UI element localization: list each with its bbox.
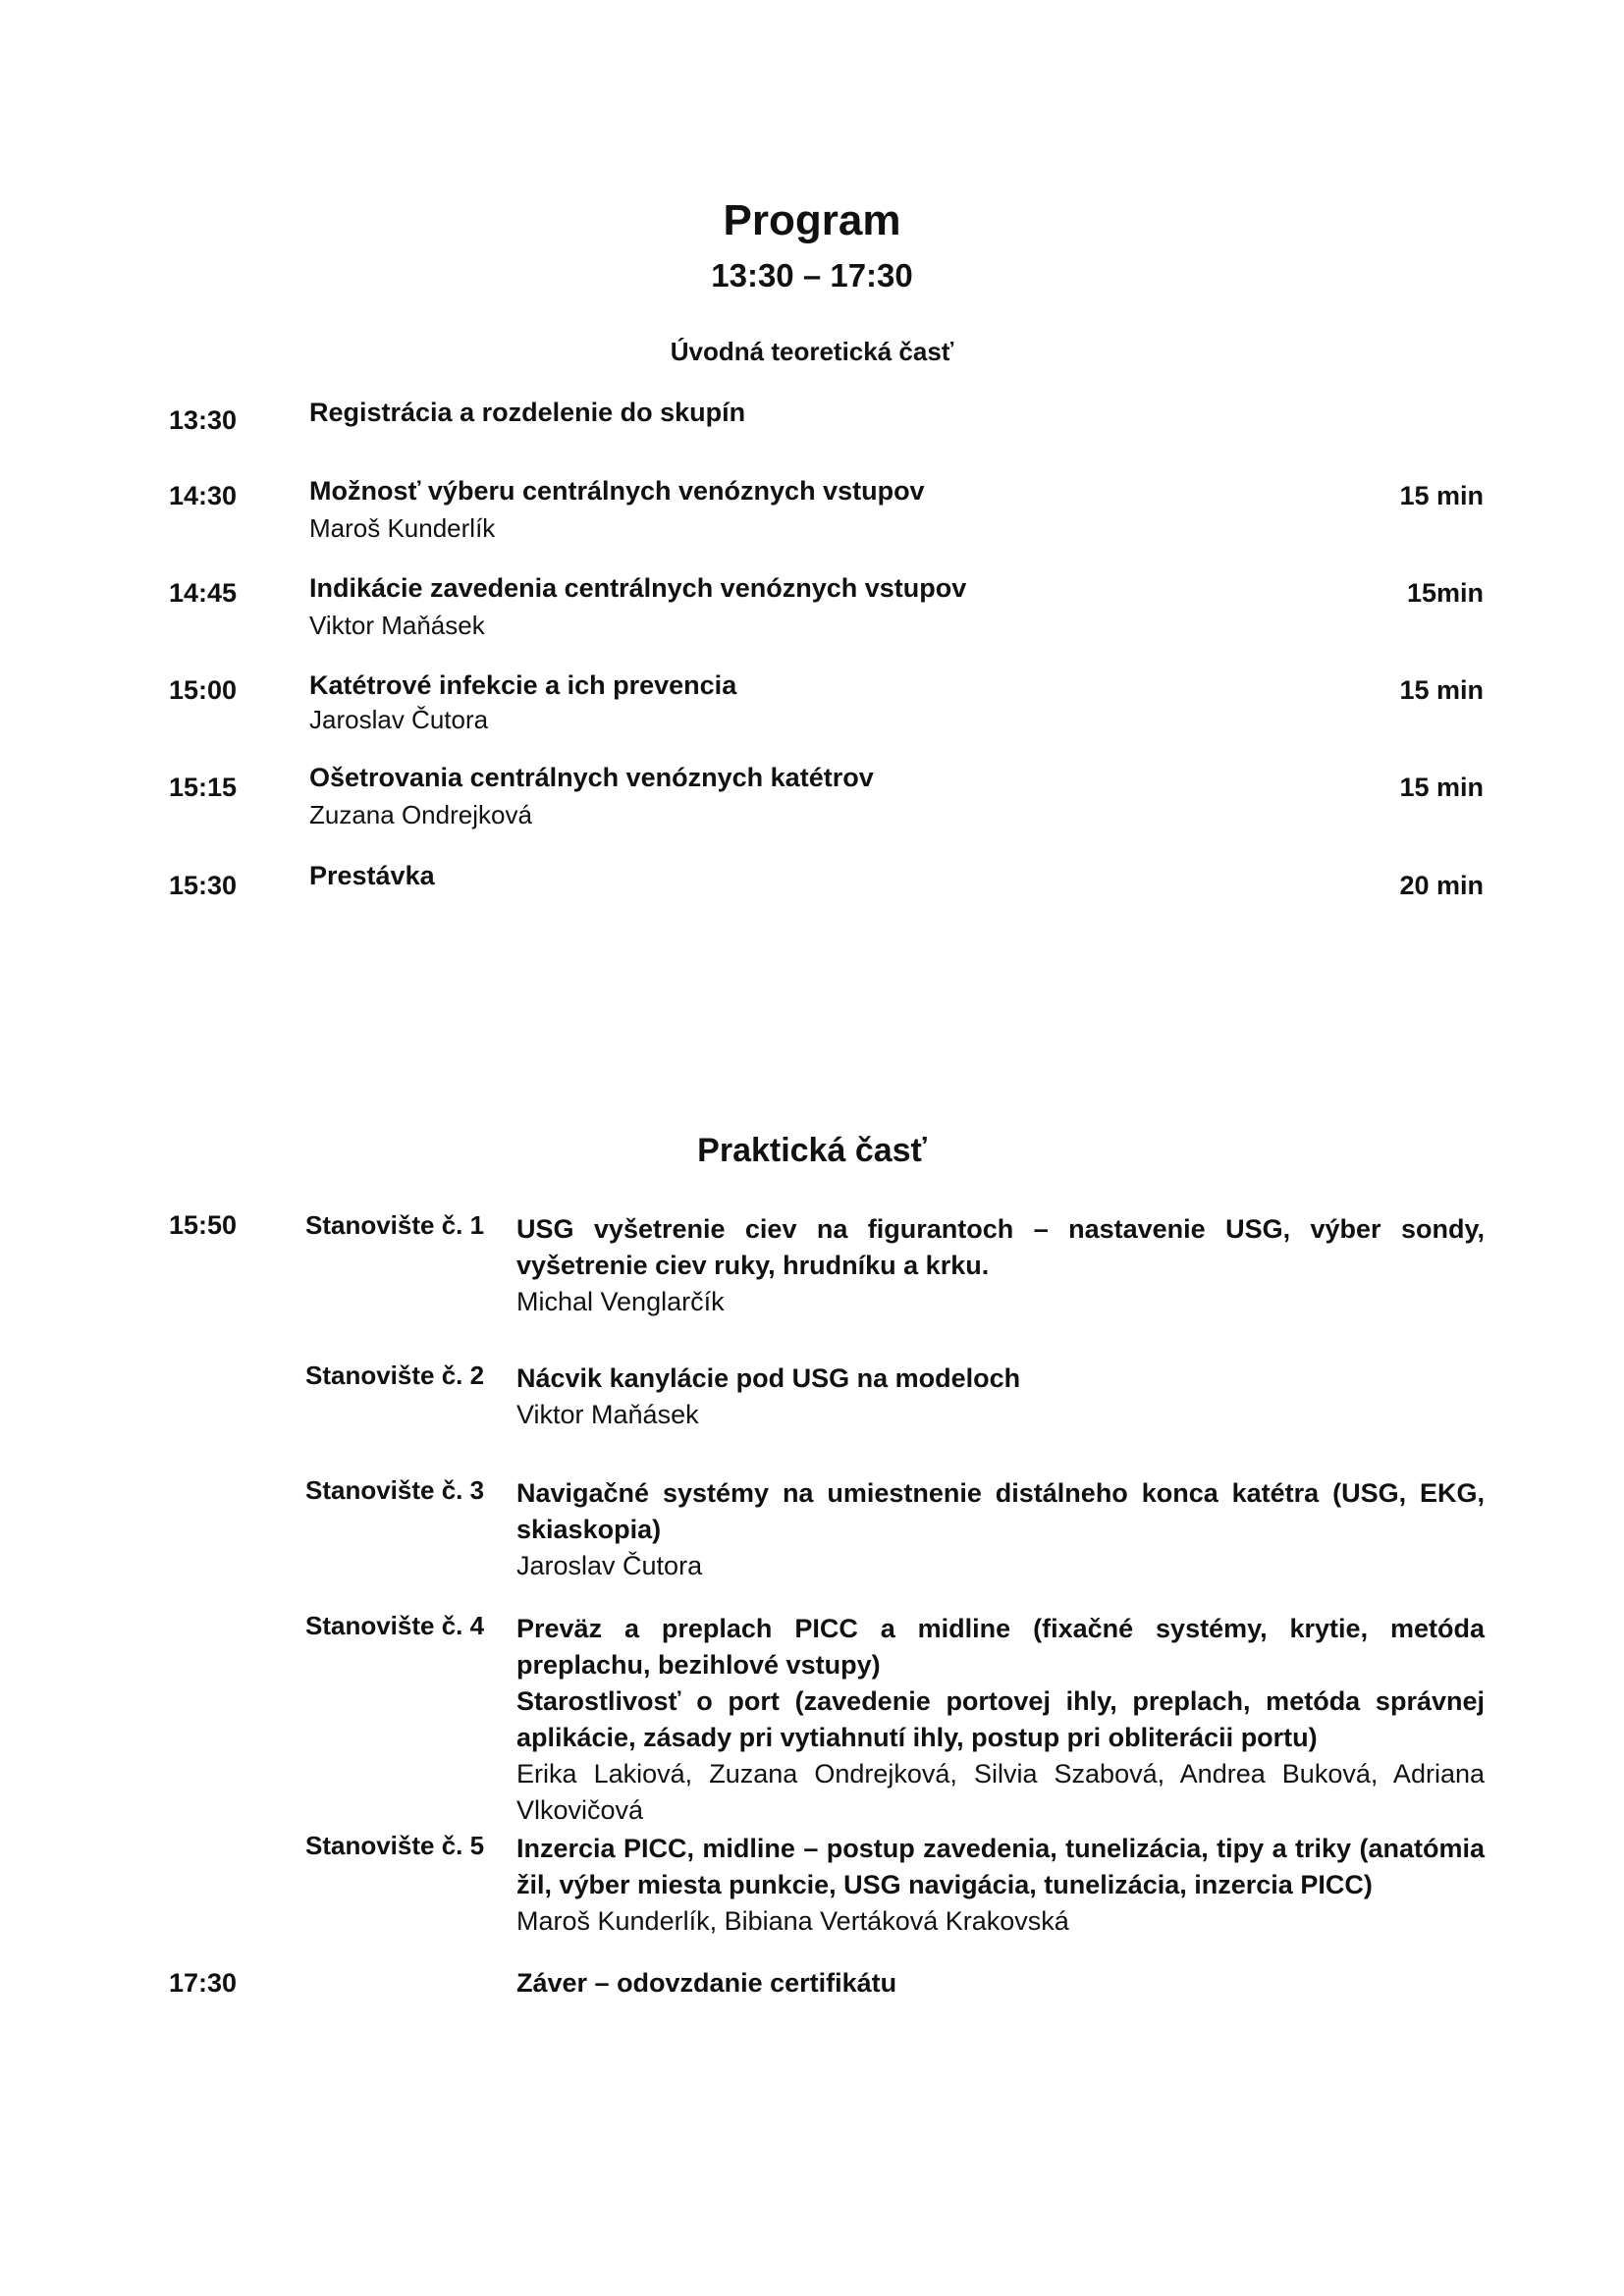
- schedule-speaker: Jaroslav Čutora: [309, 705, 489, 734]
- station-title: Preväz a preplach PICC a midline (fixačné systémy, krytie, metóda preplachu, bezihlové vstupy): [516, 1614, 1485, 1680]
- station-title-secondary: Starostlivosť o port (zavedenie portovej ihly, preplach, metóda správnej aplikácie, zásady pri vytiahnutí ihly, postup pri obliterácii portu): [516, 1686, 1485, 1752]
- schedule-title: Prestávka: [309, 861, 435, 890]
- station-speakers: Viktor Maňásek: [516, 1400, 699, 1429]
- schedule-time: 14:45: [169, 578, 238, 608]
- schedule-duration: 20 min: [1399, 871, 1484, 900]
- station-speakers: Michal Venglarčík: [516, 1287, 725, 1316]
- schedule-time: 13:30: [169, 405, 238, 435]
- schedule-title: Registrácia a rozdelenie do skupín: [309, 398, 746, 427]
- station-block: [516, 1611, 1485, 1829]
- schedule-title: Indikácie zavedenia centrálnych venóznych vstupov: [309, 573, 967, 603]
- schedule-title: Ošetrovania centrálnych venóznych katétrov: [309, 763, 874, 792]
- station-title: Nácvik kanylácie pod USG na modeloch: [516, 1363, 1021, 1393]
- station-speakers: Maroš Kunderlík, Bibiana Vertáková Krakovská: [516, 1906, 1069, 1936]
- schedule-title: Katétrové infekcie a ich prevencia: [309, 670, 737, 700]
- closing-time: 17:30: [169, 1968, 238, 1998]
- schedule-duration: 15 min: [1399, 773, 1484, 802]
- schedule-time: 15:15: [169, 773, 238, 802]
- schedule-speaker: Zuzana Ondrejková: [309, 800, 532, 829]
- time-range: 13:30 – 17:30: [711, 257, 913, 294]
- closing-title: Záver – odovzdanie certifikátu: [516, 1968, 897, 1998]
- schedule-speaker: Maroš Kunderlík: [309, 513, 496, 543]
- station-label: Stanovište č. 1: [305, 1210, 485, 1240]
- station-block: [516, 1361, 1485, 1433]
- station-label: Stanovište č. 4: [305, 1611, 485, 1640]
- schedule-duration: 15 min: [1399, 481, 1484, 510]
- station-block: [516, 1831, 1485, 1940]
- schedule-speaker: Viktor Maňásek: [309, 611, 485, 640]
- station-label: Stanovište č. 3: [305, 1475, 485, 1505]
- intro-section-heading: Úvodná teoretická časť: [670, 337, 954, 366]
- schedule-time: 14:30: [169, 481, 238, 510]
- schedule-title: Možnosť výberu centrálnych venóznych vstupov: [309, 476, 925, 506]
- station-speakers: Jaroslav Čutora: [516, 1551, 703, 1580]
- page-title: Program: [723, 196, 901, 244]
- schedule-time: 15:30: [169, 871, 238, 900]
- station-speakers: Erika Lakiová, Zuzana Ondrejková, Silvia Szabová, Andrea Buková, Adriana Vlkovičová: [516, 1759, 1485, 1825]
- schedule-duration: 15min: [1406, 578, 1484, 608]
- station-title: USG vyšetrenie ciev na figurantoch – nastavenie USG, výber sondy, vyšetrenie ciev ruky, hrudníku a krku.: [516, 1214, 1485, 1280]
- schedule-duration: 15 min: [1399, 675, 1484, 705]
- station-title: Inzercia PICC, midline – postup zavedenia, tunelizácia, tipy a triky (anatómia žil, výber miesta punkcie, USG navigácia, tunelizácia, inzercia PICC): [516, 1834, 1485, 1899]
- station-label: Stanovište č. 2: [305, 1361, 485, 1390]
- station-block: [516, 1211, 1485, 1320]
- practical-start-time: 15:50: [169, 1210, 238, 1240]
- station-label: Stanovište č. 5: [305, 1831, 485, 1860]
- schedule-time: 15:00: [169, 675, 238, 705]
- station-block: [516, 1475, 1485, 1584]
- station-title: Navigačné systémy na umiestnenie distálneho konca katétra (USG, EKG, skiaskopia): [516, 1478, 1485, 1544]
- practical-section-heading: Praktická časť: [697, 1132, 927, 1169]
